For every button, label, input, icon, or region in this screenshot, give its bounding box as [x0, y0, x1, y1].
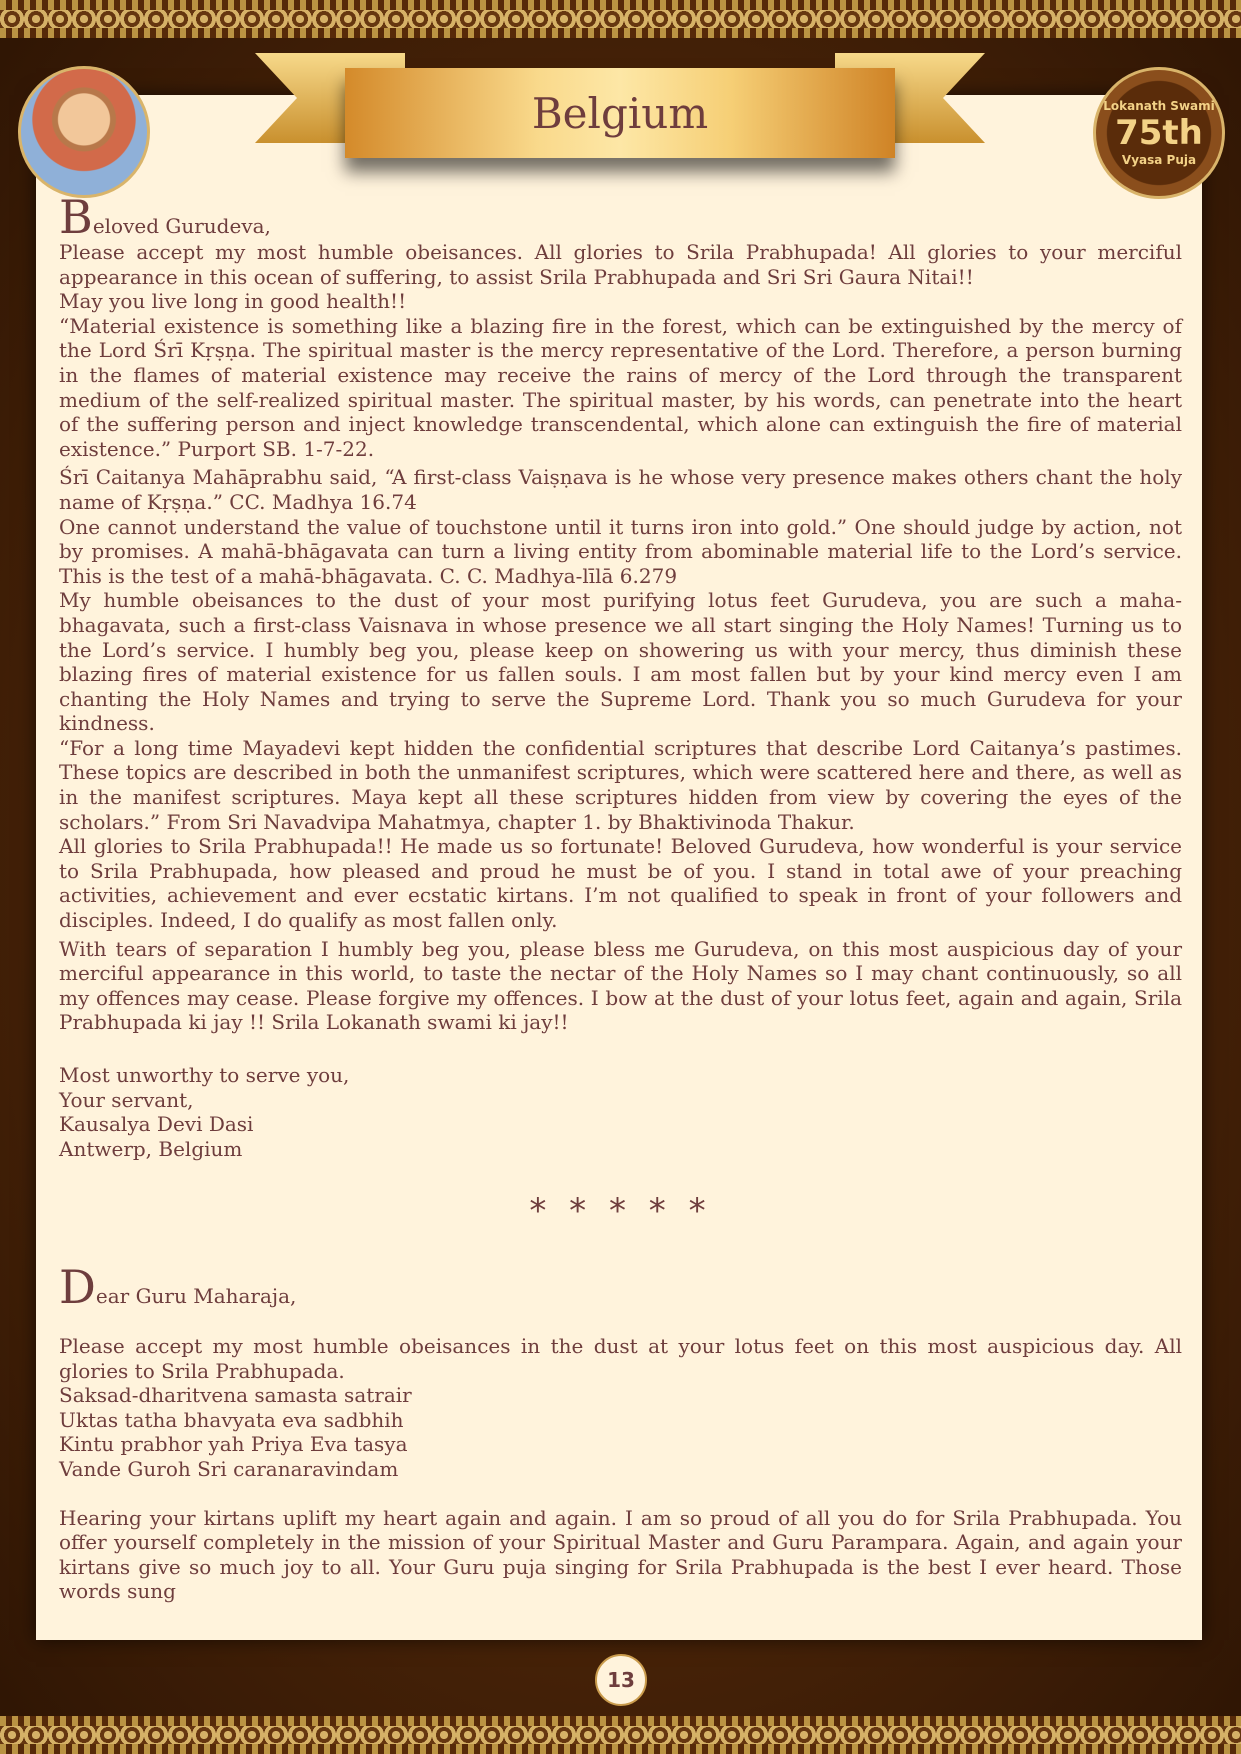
verse-line: Saksad-dharitvena samasta satrair	[59, 1383, 412, 1408]
letter1-paragraph: “Material existence is something like a blazing fire in the forest, which can be extinguished by the mercy of the Lord Śrī Kṛṣṇa. The spiritual master is the mercy representative of the Lord. Therefore, a person burning in the flames of material existence may receive the rains of mercy of the Lord through the transparent medium of the self-realized spiritual master. The spiritual master, by his words, can penetrate into the heart of the suffering person and inject knowledge transcendental, which alone can extinguish the fire of material existence.” Purport SB. 1-7-22.	[59, 313, 1182, 461]
bottom-decorative-border	[0, 1716, 1241, 1754]
letter1-paragraph: My humble obeisances to the dust of your most purifying lotus feet Gurudeva, you are such a maha-bhagavata, such a first-class Vaisnava in whose presence we all start singing the Holy Names! Turning us to the Lord’s service. I humbly beg you, please keep on showering us with your mercy, thus diminish these blazing fires of material existence for us fallen souls. I am most fallen but by your kind mercy even I am chanting the Holy Names and trying to serve the Supreme Lord. Thank you so much Gurudeva for your kindness.	[59, 588, 1182, 736]
drop-cap: D	[59, 1259, 96, 1314]
section-separator: * * * * *	[529, 1191, 712, 1232]
letter2-intro: Please accept my most humble obeisances in the dust at your lotus feet on this most auspicious day. All glories to Srila Prabhupada.	[59, 1333, 1182, 1383]
ribbon-banner	[345, 68, 895, 158]
vyasa-puja-badge	[1093, 67, 1225, 199]
letter2-paragraph: Hearing your kirtans uplift my heart again and again. I am so proud of all you do for Srila Prabhupada. You offer yourself completely in the mission of your Spiritual Master and Guru Parampara. Again, and again your kirtans give so much joy to all. Your Guru puja singing for Srila Prabhupada is the best I ever heard. Those words sung	[59, 1505, 1182, 1604]
signoff-line: Antwerp, Belgium	[59, 1136, 243, 1161]
drop-cap: B	[59, 190, 93, 244]
letter2-salutation	[59, 1259, 1182, 1314]
page-number: 13	[595, 1654, 647, 1706]
verse-line: Vande Guroh Sri caranaravindam	[59, 1456, 399, 1481]
verse-line: Uktas tatha bhavyata eva sadbhih	[59, 1407, 404, 1432]
guru-portrait-photo	[18, 66, 150, 198]
badge-number: 75th	[1115, 113, 1203, 153]
page-title: Belgium	[531, 88, 709, 138]
badge-top-text: Lokanath Swami	[1103, 99, 1215, 113]
letter1-salutation	[59, 190, 1182, 244]
letter-content	[59, 190, 1182, 1604]
verse-line: Kintu prabhor yah Priya Eva tasya	[59, 1432, 408, 1457]
letter1-paragraph: With tears of separation I humbly beg you, please bless me Gurudeva, on this most auspicious day of your merciful appearance in this world, to taste the nectar of the Holy Names so I may chant continuously, so all my offences may cease. Please forgive my offences. I bow at the dust of your lotus feet, again and again, Srila Prabhupada ki jay !! Srila Lokanath swami ki jay!!	[59, 936, 1182, 1035]
letter1-paragraph: May you live long in good health!!	[59, 289, 407, 314]
letter1-paragraph: “For a long time Mayadevi kept hidden the confidential scriptures that describe Lord Caitanya’s pastimes. These topics are described in both the unmanifest scriptures, which were scattered here and there, as well as in the manifest scriptures. Maya kept all these scriptures hidden from view by covering the eyes of the scholars.” From Sri Navadvipa Mahatmya, chapter 1. by Bhaktivinoda Thakur.	[59, 735, 1182, 834]
badge-bottom-text: Vyasa Puja	[1121, 153, 1197, 167]
signoff-line: Most unworthy to serve you,	[59, 1063, 350, 1087]
signoff-line: Your servant,	[59, 1087, 194, 1112]
letter1-paragraph: All glories to Srila Prabhupada!! He made us so fortunate! Beloved Gurudeva, how wonderful is your service to Srila Prabhupada, how pleased and proud he must be of you. I stand in total awe of your preaching activities, achievement and ever ecstatic kirtans. I’m not qualified to speak in front of your followers and disciples. Indeed, I do qualify as most fallen only.	[59, 834, 1182, 933]
verse-block	[59, 1383, 1182, 1481]
letter1-paragraph: Please accept my most humble obeisances. All glories to Srila Prabhupada! All glories to your merciful appearance in this ocean of suffering, to assist Srila Prabhupada and Sri Sri Gaura Nitai!!	[59, 240, 1182, 289]
letter1-signoff	[59, 1063, 1182, 1161]
top-decorative-border	[0, 0, 1241, 38]
signoff-line: Kausalya Devi Dasi	[59, 1112, 254, 1137]
salutation-text: ear Guru Maharaja,	[95, 1283, 297, 1308]
letter1-paragraph: Śrī Caitanya Mahāprabhu said, “A first-class Vaiṣṇava is he whose very presence makes others chant the holy name of Kṛṣṇa.” CC. Madhya 16.74	[59, 465, 1182, 514]
salutation-text: eloved Gurudeva,	[92, 214, 271, 238]
letter1-paragraph: One cannot understand the value of touchstone until it turns iron into gold.” One should judge by action, not by promises. A mahā-bhāgavata can turn a living entity from abominable material life to the Lord’s service. This is the test of a mahā-bhāgavata. C. C. Madhya-līlā 6.279	[59, 514, 1182, 588]
title-ribbon	[255, 48, 985, 178]
